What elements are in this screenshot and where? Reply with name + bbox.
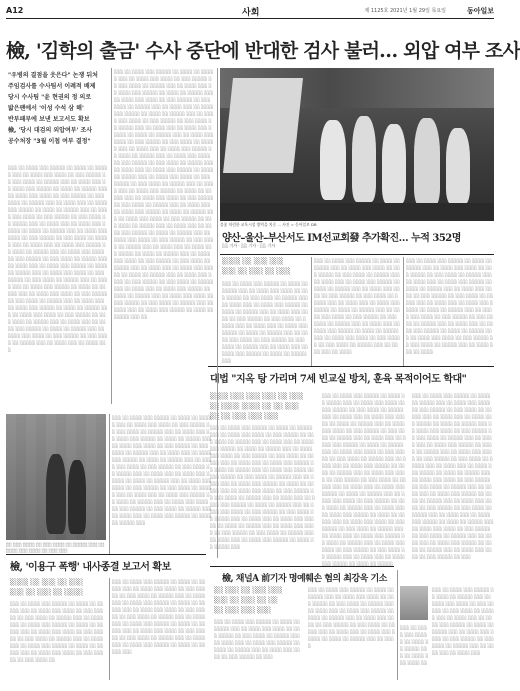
column-divider [397,570,398,680]
main-photo [220,68,494,221]
report-headline: 檢, '이용구 폭행' 내사종결 보고서 확보 [10,562,171,573]
deck-line: 반부패부에 보낸 보고서도 확보 [8,116,90,123]
daegu-body-col1: ░░░ ░░ ░░░░ ░░░ ░░░░░ ░░ ░░░░ ░░ ░░░░░ ░░░ ░░ ░░░░ ░░░ ░░░░ ░░ ░░░ ░░░░░ ░░ ░░░ ░░░░ ░░ ░░░░░ ░░░ ░░ ░░░░ ░░░ ░░ ░░░░ ░░░ ░░░░░ ░░ ░░░░ ░░ ░░░░░ ░░░ ░░ ░░░░ ░░░ ░░░░ ░░ ░░░ ░░░░░ ░░ ░░░ ░░░░ ░░ ░░░░░ ░░░ ░░ ░░░░ ░░░ ░░ ░░░░ ░░░ ░░░░░ ░░ ░░░░ ░░ ░░░░░ ░░░ ░░ ░░░░ ░░░ ░░░░ ░░ ░░░ ░░░░░ ░░ ░░░ ░░░░ ░░ ░░░░░ ░░░ ░░ ░░░░ ░░░ ░░ ░░░░ ░░░ ░░░░░ ░░ ░░░░ ░░ ░░░░░ ░░░ ░░ ░░░░ ░░░ ░░░░ ░░ ░░░ ░░░░░ ░░ ░░░ ░░░░ ░░ ░░░░░ ░░░ ░░ ░░░░ ░░░ ░░ ░░░░ ░░░ ░░░░░ ░░ ░░░░ ░░ ░░░░░ ░░░ ░░ ░░░░ ░░░ ░░░░ ░░ ░░░ ░░░░░ ░░ ░░░ ░░░░ ░░ ░░░░░ ░░░ ░░ ░░░░ ░░░ ░░ ░░░░ ░░░ ░░░░░ ░░ ░░░░ ░░ ░░░░░ ░░░ ░░ ░░░░ ░░░ ░░░░ ░░ ░░░ ░░░░░ ░░ ░░░ ░░░░ ░░ ░░░░░ ░░░ ░░ ░░░░ ░░░ ░░ ░░░░ ░░░ ░░░░░ ░░ ░░░░ ░░ ░░░░░ ░░░ [210,425,315,549]
nhi-subdeck: ░░ ░░░ ░░ ░░░ ░░░ ░░░ ░░ ░░░ ░░ ░░ ░░ ░░░ ░░░ ░░░ [214,587,283,614]
main-story-body-col1: ░░░ ░░ ░░░░ ░░░ ░░░░░ ░░ ░░░░ ░░ ░░░░░ ░░░ ░░ ░░░░ ░░░ ░░░░ ░░ ░░░ ░░░░░ ░░ ░░░ ░░░░ ░░ ░░░░░ ░░░ ░░ ░░░░ ░░░ ░░ ░░░░ ░░░ ░░░░░ ░░ ░░░░ ░░ ░░░░░ ░░░ ░░ ░░░░ ░░░ ░░░░ ░░ ░░░ ░░░░░ ░░ ░░░ ░░░░ ░░ ░░░░░ ░░░ ░░ ░░░░ ░░░ ░░ ░░░░ ░░░ ░░░░░ ░░ ░░░░ ░░ ░░░░░ ░░░ ░░ ░░░░ ░░░ ░░░░ ░░ ░░░ ░░░░░ ░░ ░░░ ░░░░ ░░ ░░░░░ ░░░ ░░ ░░░░ ░░░ ░░ ░░░░ ░░░ ░░░░░ ░░ ░░░░ ░░ ░░░░░ ░░░ ░░ ░░░░ ░░░ ░░░░ ░░ ░░░ ░░░░░ ░░ ░░░ ░░░░ ░░ ░░░░░ ░░░ ░░ ░░░░ ░░░ ░░ ░░░░ ░░░ ░░░░░ ░░ ░░░░ ░░ ░░░░░ ░░░ ░░ ░░░░ ░░░ ░░░░ ░░ ░░░ ░░░░░ ░░ ░░░ ░░░░ ░░ ░░░░░ ░░░ ░░ ░░░░ ░░░ ░░ ░░░░ ░░░ ░░░░░ ░░ ░░░░ ░░ ░░░░░ ░░░ ░░ ░░░░ ░░░ ░░░░ ░░ ░░░ ░░░░░ ░░ ░░░ ░░░░ ░░ ░░░░░ ░░░ ░░ ░░░░ ░░░ ░░ ░░░░ ░░░ ░░░░░ ░░ ░░░░ ░░ ░░░░░ ░░░ ░░ ░░░░ ░░░ ░░░░ ░░ ░░░ ░░░░░ ░░ ░░░ ░░░░ ░░ ░░░░░ ░░░ ░░ ░░░░ ░░░ ░░ ░░░░ ░░░ ░░░░░ ░░ ░░░░ ░░ ░░░░░ ░░░ ░░ ░░░░ ░░░ ░░░░ ░░ ░░░ ░░░░░ ░░ ░░░ ░░░░ ░░ ░░░░░ ░░░ ░░ ░░░░ ░░░ ░░ ░░░░ ░░░ ░░░░░ ░░ ░░░░ ░░ ░░░░░ ░░░ ░░ ░░░░ ░░░ ░░░░ ░░ ░░░ ░░░░░ ░░ ░░░ ░░░░ ░░ ░░░░░ ░░░ ░░ ░░░░ ░░░ ░░ ░░░░ ░░░ [8,165,108,352]
covid-subdeck: ░░░░ ░░ ░░░ ░░░ ░░░ ░░ ░░░ ░░ ░░░ [222,258,291,275]
report-body-col1: ░░░ ░░ ░░░░ ░░░ ░░░░░ ░░ ░░░░ ░░ ░░░░░ ░░░ ░░ ░░░░ ░░░ ░░░░ ░░ ░░░ ░░░░░ ░░ ░░░ ░░░░ ░░ ░░░░░ ░░░ ░░ ░░░░ ░░░ ░░ ░░░░ ░░░ ░░░░░ ░░ ░░░░ ░░ ░░░░░ ░░░ ░░ ░░░░ ░░░ ░░░░ ░░ ░░░ ░░░░░ ░░ ░░░ ░░░░ ░░ ░░░░░ ░░░ ░░ ░░░░ ░░░ ░░ ░░░░ ░░░ ░░░░░ ░░ ░░░░ ░░ ░░░░░ ░░░ ░░ ░░░░ ░░░ ░░░░ ░░ ░░░ ░░░░░ ░░ ░░░ ░░░░ ░░ [10,601,104,662]
deck-line: 주임검사를 수사팀서 이례적 배제 [8,83,96,90]
nhi-body-col2: ░░░ ░░ ░░░░ ░░░ ░░░░░ ░░ ░░░░ ░░ ░░░░░ ░░░ ░░ ░░░░ ░░░ ░░░░ ░░ ░░░ ░░░░░ ░░ ░░░ ░░░░ ░░ ░░░░░ ░░░ ░░ ░░░░ ░░░ ░░ ░░░░ ░░░ ░░░░░ ░░ ░░░░ ░░ ░░░░░ ░░░ ░░ ░░░░ ░░░ ░░░░ ░░ ░░░ ░░░░░ ░░ ░░░ ░░░░ ░░ ░░░░░ ░░░ ░░ ░░░░ ░░░ ░░ ░░░░ ░░░ ░░░░░ ░░ ░░░░ ░░ ░░░░░ ░░░ ░░ ░░░░ [308,587,396,648]
small-photo-caption: ░░ ░░░ ░░░░ ░░ ░░░ ░░░░ ░░ ░░░░░ ░░░ ░░ ░░░░ ░░░ ░░░░ ░░ ░░░ ░░░ [6,542,105,553]
nhi-body-col1: ░░░ ░░ ░░░░ ░░░ ░░░░░ ░░ ░░░░ ░░ ░░░░░ ░░░ ░░ ░░░░ ░░░ ░░░░ ░░ ░░░ ░░░░░ ░░ ░░░ ░░░░ ░░ ░░░░░ ░░░ ░░ ░░░░ ░░░ ░░ ░░░░ ░░░ ░░░░░ ░░ ░░░░ ░░ ░░░░░ ░░░ ░░ ░░░░ ░░░ ░░░░ ░░ ░░░ ░░░░░ ░░ ░░░ [214,619,300,659]
column-divider [403,257,404,366]
column-divider [217,68,218,558]
small-photo-side-text: ░░░ ░░ ░░░░ ░░░ ░░░░░ ░░ ░░░░ ░░ ░░░░░ ░░░ ░░ ░░░░ ░░░ ░░░░ ░░ ░░░ ░░░░░ ░░ ░░░ ░░░░ ░░ ░░░░░ ░░░ ░░ ░░░░ ░░░ ░░ ░░░░ ░░░ ░░░░░ ░░ ░░░░ ░░ ░░░░░ ░░░ ░░ ░░░░ ░░░ ░░░░ ░░ ░░░ ░░░░░ ░░ ░░░ ░░░░ ░░ ░░░░░ ░░░ ░░ ░░░░ ░░░ ░░ ░░░░ ░░░ ░░░░░ ░░ ░░░░ ░░ ░░░░░ ░░░ ░░ ░░░░ ░░░ ░░░░ ░░ ░░░ ░░░░░ ░░ ░░░ ░░░░ ░░ ░░░░░ ░░░ ░░ ░░░░ ░░░ ░░ ░░░░ ░░░ ░░░░░ ░░ ░░░░ ░░ ░░░░░ ░░░ ░░ ░░░░ ░░░ ░░░░ ░░ ░░░ ░░░░░ ░░ ░░░ ░░░░ ░░ ░░░░░ ░░░ ░░ ░░░░ ░░░ ░░ ░░░░ ░░░ ░░░░░ ░░ ░░░░ ░░ ░░░░░ ░░░ ░░ ░░░░ ░░░ ░░░░ ░░ ░░░ ░░░░░ ░░ ░░░ ░░░░ ░░ ░░░░░ ░░░ ░░ ░░░░ ░░░ ░░ ░░░░ ░░░ ░░░░░ ░░ ░░░░ ░░ ░░░░░ ░░░ [112,415,212,525]
main-headline: 檢, '김학의 출금' 수사 중단에 반대한 검사 불러… 외압 여부 조사 [6,40,520,62]
column-text-under-portrait: ░░░ ░░ ░░░░ ░░░ ░░░░░ ░░ ░░░░ ░░ ░░░░░ ░░░ ░░ ░░░░ ░░░ ░░░░ ░░ [400,625,429,665]
column-divider [311,257,312,366]
main-story-body-col2: ░░░ ░░ ░░░░ ░░░ ░░░░░ ░░ ░░░░ ░░ ░░░░░ ░░░ ░░ ░░░░ ░░░ ░░░░ ░░ ░░░ ░░░░░ ░░ ░░░ ░░░░ ░░ ░░░░░ ░░░ ░░ ░░░░ ░░░ ░░ ░░░░ ░░░ ░░░░░ ░░ ░░░░ ░░ ░░░░░ ░░░ ░░ ░░░░ ░░░ ░░░░ ░░ ░░░ ░░░░░ ░░ ░░░ ░░░░ ░░ ░░░░░ ░░░ ░░ ░░░░ ░░░ ░░ ░░░░ ░░░ ░░░░░ ░░ ░░░░ ░░ ░░░░░ ░░░ ░░ ░░░░ ░░░ ░░░░ ░░ ░░░ ░░░░░ ░░ ░░░ ░░░░ ░░ ░░░░░ ░░░ ░░ ░░░░ ░░░ ░░ ░░░░ ░░░ ░░░░░ ░░ ░░░░ ░░ ░░░░░ ░░░ ░░ ░░░░ ░░░ ░░░░ ░░ ░░░ ░░░░░ ░░ ░░░ ░░░░ ░░ ░░░░░ ░░░ ░░ ░░░░ ░░░ ░░ ░░░░ ░░░ ░░░░░ ░░ ░░░░ ░░ ░░░░░ ░░░ ░░ ░░░░ ░░░ ░░░░ ░░ ░░░ ░░░░░ ░░ ░░░ ░░░░ ░░ ░░░░░ ░░░ ░░ ░░░░ ░░░ ░░ ░░░░ ░░░ ░░░░░ ░░ ░░░░ ░░ ░░░░░ ░░░ ░░ ░░░░ ░░░ ░░░░ ░░ ░░░ ░░░░░ ░░ ░░░ ░░░░ ░░ ░░░░░ ░░░ ░░ ░░░░ ░░░ ░░ ░░░░ ░░░ ░░░░░ ░░ ░░░░ ░░ ░░░░░ ░░░ ░░ ░░░░ ░░░ ░░░░ ░░ ░░░ ░░░░░ ░░ ░░░ ░░░░ ░░ ░░░░░ ░░░ ░░ ░░░░ ░░░ ░░ ░░░░ ░░░ ░░░░░ ░░ ░░░░ ░░ ░░░░░ ░░░ ░░ ░░░░ ░░░ ░░░░ ░░ ░░░ ░░░░░ ░░ ░░░ ░░░░ ░░ ░░░░░ ░░░ ░░ ░░░░ ░░░ ░░ ░░░░ ░░░ ░░░░░ ░░ ░░░░ ░░ ░░░░░ ░░░ ░░ ░░░░ ░░░ ░░░░ ░░ ░░░ ░░░░░ ░░ ░░░ ░░░░ ░░ ░░░░░ ░░░ ░░ ░░░░ ░░░ ░░ ░░░░ ░░░ ░░░░░ ░░ ░░░░ ░░ ░░░░░ ░░░ ░░ ░░░░ ░░░ ░░░░ ░░ ░░░ ░░░░░ ░░ ░░░ ░░░░ ░░ ░░░░░ ░░░ ░░ ░░░░ ░░░ ░░ ░░░░ ░░░ ░░░░░ ░░ ░░░░ ░░ ░░░░░ ░░░ ░░ ░░░░ ░░░ ░░░░ ░░ ░░░ ░░░░░ ░░ ░░░ ░░░░ ░░ ░░░░░ ░░░ ░░ ░░░░ ░░░ ░░ ░░░░ ░░░ ░░░░░ ░░ ░░░░ ░░ ░░░░░ ░░░ ░░ ░░░░ ░░░ ░░░░ ░░ ░░░ ░░░░░ ░░ ░░░ ░░░░ ░░ ░░░░░ ░░░ ░░ ░░░░ ░░░ ░░ ░░░░ ░░░ ░░░░░ ░░ ░░░░ ░░ ░░░░░ ░░░ ░░ [114,69,214,319]
deck-line: 당시 수사팀 "윤 현권의 정 의로 [8,94,92,101]
paper-name: 동아일보 [466,7,494,15]
deck-line: 공수처장 "3월 이첩 여부 결정" [8,138,91,145]
report-subdeck: ░░░░ ░░ ░░░ ░░ ░░░ ░░░ ░░ ░░░ ░░ ░░░░ [10,579,83,596]
deck-line: 밟은팬에서 '이성 수석 삼 해' [8,105,84,112]
covid-body-col3: ░░░ ░░ ░░░░ ░░░ ░░░░░ ░░ ░░░░ ░░ ░░░░░ ░░░ ░░ ░░░░ ░░░ ░░░░ ░░ ░░░ ░░░░░ ░░ ░░░ ░░░░ ░░ ░░░░░ ░░░ ░░ ░░░░ ░░░ ░░ ░░░░ ░░░ ░░░░░ ░░ ░░░░ ░░ ░░░░░ ░░░ ░░ ░░░░ ░░░ ░░░░ ░░ ░░░ ░░░░░ ░░ ░░░ ░░░░ ░░ ░░░░░ ░░░ ░░ ░░░░ ░░░ ░░ ░░░░ ░░░ ░░░░░ ░░ ░░░░ ░░ ░░░░░ ░░░ ░░ ░░░░ ░░░ ░░░░ ░░ ░░░ ░░░░░ ░░ ░░░ ░░░░ ░░ ░░░░░ ░░░ ░░ ░░░░ ░░░ ░░ ░░░░ ░░░ ░░░░░ ░░ ░░░░ ░░ ░░░░░ ░░░ ░░ ░░░░ ░░░ ░░░░ ░░ ░░░ ░░░░░ ░░ ░░░ ░░░░ ░░ ░░░░░ ░░░ ░░ ░░░░ ░░░ ░░ ░░░░ [406,258,494,354]
deck-line: "우병의 결점을 웃은다" 논쟁 뒤처 [8,72,98,79]
masthead [6,4,494,19]
covid-byline: ░░ 기자 · ░░ 기자 · ░░ 기자 [222,243,276,248]
covid-body-col1: ░░░ ░░ ░░░░ ░░░ ░░░░░ ░░ ░░░░ ░░ ░░░░░ ░░░ ░░ ░░░░ ░░░ ░░░░ ░░ ░░░ ░░░░░ ░░ ░░░ ░░░░ ░░ ░░░░░ ░░░ ░░ ░░░░ ░░░ ░░ ░░░░ ░░░ ░░░░░ ░░ ░░░░ ░░ ░░░░░ ░░░ ░░ ░░░░ ░░░ ░░░░ ░░ ░░░ ░░░░░ ░░ ░░░ ░░░░ ░░ ░░░░░ ░░░ ░░ ░░░░ ░░░ ░░ ░░░░ ░░░ ░░░░░ ░░ ░░░░ ░░ ░░░░░ ░░░ ░░ ░░░░ ░░░ ░░░░ ░░ ░░░ ░░░░░ ░░ ░░░ ░░░░ ░░ ░░░░░ ░░░ ░░ ░░░░ ░░░ ░░ ░░░░ ░░░ ░░░░░ ░░ ░░░░ ░░ ░░░░░ ░░░ [222,281,308,363]
column-divider [109,578,110,680]
daegu-rule [208,366,494,367]
deck-line: 檢, '당시 대검의 외압여부' 조사 [8,127,93,134]
columnist-portrait [400,586,428,620]
small-photo [6,414,106,540]
dateline: 제 1125호 2021년 1월 29일 목요일 [364,8,446,14]
report-rule [6,554,206,555]
covid-headline: 양산–울산–부산서도 IM선교회發 추가확진… 누적 352명 [222,233,461,244]
daegu-body-col3: ░░░ ░░ ░░░░ ░░░ ░░░░░ ░░ ░░░░ ░░ ░░░░░ ░░░ ░░ ░░░░ ░░░ ░░░░ ░░ ░░░ ░░░░░ ░░ ░░░ ░░░░ ░░ ░░░░░ ░░░ ░░ ░░░░ ░░░ ░░ ░░░░ ░░░ ░░░░░ ░░ ░░░░ ░░ ░░░░░ ░░░ ░░ ░░░░ ░░░ ░░░░ ░░ ░░░ ░░░░░ ░░ ░░░ ░░░░ ░░ ░░░░░ ░░░ ░░ ░░░░ ░░░ ░░ ░░░░ ░░░ ░░░░░ ░░ ░░░░ ░░ ░░░░░ ░░░ ░░ ░░░░ ░░░ ░░░░ ░░ ░░░ ░░░░░ ░░ ░░░ ░░░░ ░░ ░░░░░ ░░░ ░░ ░░░░ ░░░ ░░ ░░░░ ░░░ ░░░░░ ░░ ░░░░ ░░ ░░░░░ ░░░ ░░ ░░░░ ░░░ ░░░░ ░░ ░░░ ░░░░░ ░░ ░░░ ░░░░ ░░ ░░░░░ ░░░ ░░ ░░░░ ░░░ ░░ ░░░░ ░░░ ░░░░░ ░░ ░░░░ ░░ ░░░░░ ░░░ ░░ ░░░░ ░░░ ░░░░ ░░ ░░░ ░░░░░ ░░ ░░░ ░░░░ ░░ ░░░░░ ░░░ ░░ ░░░░ ░░░ ░░ ░░░░ ░░░ ░░░░░ ░░ ░░░░ ░░ ░░░░░ ░░░ ░░ ░░░░ ░░░ ░░░░ ░░ ░░░ ░░░░░ ░░ ░░░ ░░░░ ░░ ░░░░░ ░░░ ░░ ░░░░ ░░░ ░░ ░░░░ ░░░ ░░░░░ ░░ ░░░░ ░░ ░░░░░ ░░░ ░░ ░░░░ ░░░ ░░░░ ░░ ░░░ ░░░░░ ░░ ░░░ [412,393,494,559]
nhi-headline: 檢, 채널A 前기자 명예훼손 혐의 최강욱 기소 [222,574,387,584]
covid-body-col2: ░░░ ░░ ░░░░ ░░░ ░░░░░ ░░ ░░░░ ░░ ░░░░░ ░░░ ░░ ░░░░ ░░░ ░░░░ ░░ ░░░ ░░░░░ ░░ ░░░ ░░░░ ░░ ░░░░░ ░░░ ░░ ░░░░ ░░░ ░░ ░░░░ ░░░ ░░░░░ ░░ ░░░░ ░░ ░░░░░ ░░░ ░░ ░░░░ ░░░ ░░░░ ░░ ░░░ ░░░░░ ░░ ░░░ ░░░░ ░░ ░░░░░ ░░░ ░░ ░░░░ ░░░ ░░ ░░░░ ░░░ ░░░░░ ░░ ░░░░ ░░ ░░░░░ ░░░ ░░ ░░░░ ░░░ ░░░░ ░░ ░░░ ░░░░░ ░░ ░░░ ░░░░ ░░ ░░░░░ ░░░ ░░ ░░░░ ░░░ ░░ ░░░░ ░░░ ░░░░░ ░░ ░░░░ ░░ ░░░░░ ░░░ ░░ ░░░░ ░░░ ░░░░ ░░ ░░░ ░░░░░ ░░ ░░░ ░░░░ ░░ ░░░░░ ░░░ ░░ ░░░░ ░░░ ░░ ░░░░ [314,258,400,354]
main-deck [8,70,108,147]
column-divider [111,68,112,404]
daegu-headline: 대법 "지옥 탕 가리며 7세 빈교실 방치, 훈육 목적이어도 학대" [210,374,467,385]
covid-rule [220,254,494,255]
main-photo-caption: 불꽃 처럼한 교육시설 방역을 치중 ... 사진 = 동아일보 DB [220,222,317,227]
column-divider [109,414,110,554]
nhi-rule [210,566,394,567]
daegu-subdeck: ░░░░ ░░░ ░░░ ░░░ ░░ ░░░ ░░ ░░░░ ░░░░ ░░ ░░ ░░░ ░░ ░░ ░░░ ░░░ ░░░ [210,393,304,420]
report-body-col2: ░░░ ░░ ░░░░ ░░░ ░░░░░ ░░ ░░░░ ░░ ░░░░░ ░░░ ░░ ░░░░ ░░░ ░░░░ ░░ ░░░ ░░░░░ ░░ ░░░ ░░░░ ░░ ░░░░░ ░░░ ░░ ░░░░ ░░░ ░░ ░░░░ ░░░ ░░░░░ ░░ ░░░░ ░░ ░░░░░ ░░░ ░░ ░░░░ ░░░ ░░░░ ░░ ░░░ ░░░░░ ░░ ░░░ ░░░░ ░░ ░░░░░ ░░░ ░░ ░░░░ ░░░ ░░ ░░░░ ░░░ ░░░░░ ░░ ░░░░ ░░ ░░░░░ ░░░ ░░ ░░░░ ░░░ ░░░░ ░░ ░░░ ░░░░░ ░░ ░░░ ░░░░ ░░ ░░░░░ ░░░ ░░ ░░░░ ░░░ ░░ ░░░░ ░░░ ░░░░░ ░░ ░░░░ ░░ ░░░░░ ░░░ [112,579,206,654]
column-text-right: ░░░ ░░ ░░░░ ░░░ ░░░░░ ░░ ░░░░ ░░ ░░░░░ ░░░ ░░ ░░░░ ░░░ ░░░░ ░░ ░░░ ░░░░░ ░░ ░░░ ░░░░ ░░ ░░░░░ ░░░ ░░ ░░░░ ░░░ ░░ ░░░░ ░░░ ░░░░░ ░░ ░░░░ ░░ ░░░░░ ░░░ ░░ ░░░░ ░░░ ░░░░ ░░ ░░░ ░░░░░ ░░ ░░░ ░░░░ ░░ ░░░░░ ░░░ ░░ ░░░░ ░░░ ░░ ░░░░ ░░░ [432,587,494,655]
section-label: 사회 [242,8,260,18]
daegu-body-col2: ░░░ ░░ ░░░░ ░░░ ░░░░░ ░░ ░░░░ ░░ ░░░░░ ░░░ ░░ ░░░░ ░░░ ░░░░ ░░ ░░░ ░░░░░ ░░ ░░░ ░░░░ ░░ ░░░░░ ░░░ ░░ ░░░░ ░░░ ░░ ░░░░ ░░░ ░░░░░ ░░ ░░░░ ░░ ░░░░░ ░░░ ░░ ░░░░ ░░░ ░░░░ ░░ ░░░ ░░░░░ ░░ ░░░ ░░░░ ░░ ░░░░░ ░░░ ░░ ░░░░ ░░░ ░░ ░░░░ ░░░ ░░░░░ ░░ ░░░░ ░░ ░░░░░ ░░░ ░░ ░░░░ ░░░ ░░░░ ░░ ░░░ ░░░░░ ░░ ░░░ ░░░░ ░░ ░░░░░ ░░░ ░░ ░░░░ ░░░ ░░ ░░░░ ░░░ ░░░░░ ░░ ░░░░ ░░ ░░░░░ ░░░ ░░ ░░░░ ░░░ ░░░░ ░░ ░░░ ░░░░░ ░░ ░░░ ░░░░ ░░ ░░░░░ ░░░ ░░ ░░░░ ░░░ ░░ ░░░░ ░░░ ░░░░░ ░░ ░░░░ ░░ ░░░░░ ░░░ ░░ ░░░░ ░░░ ░░░░ ░░ ░░░ ░░░░░ ░░ ░░░ ░░░░ ░░ ░░░░░ ░░░ ░░ ░░░░ ░░░ ░░ ░░░░ ░░░ ░░░░░ ░░ ░░░░ ░░ ░░░░░ ░░░ ░░ ░░░░ ░░░ ░░░░ ░░ ░░░ ░░░░░ ░░ ░░░ ░░░░ ░░ ░░░░░ ░░░ ░░ ░░░░ ░░░ ░░ ░░░░ ░░░ ░░░░░ ░░ ░░░░ ░░ ░░░░░ ░░░ ░░ ░░░░ ░░░ ░░░░ ░░ ░░░ ░░░░░ ░░ ░░░ ░░░░ ░░ ░░░░░ ░░░ ░░ ░░░░ ░░░ ░░ ░░░░ ░░░ ░░░░░ ░░ ░░░░ ░░ ░░░░░ [322,393,406,566]
page-number: A12 [6,6,24,15]
